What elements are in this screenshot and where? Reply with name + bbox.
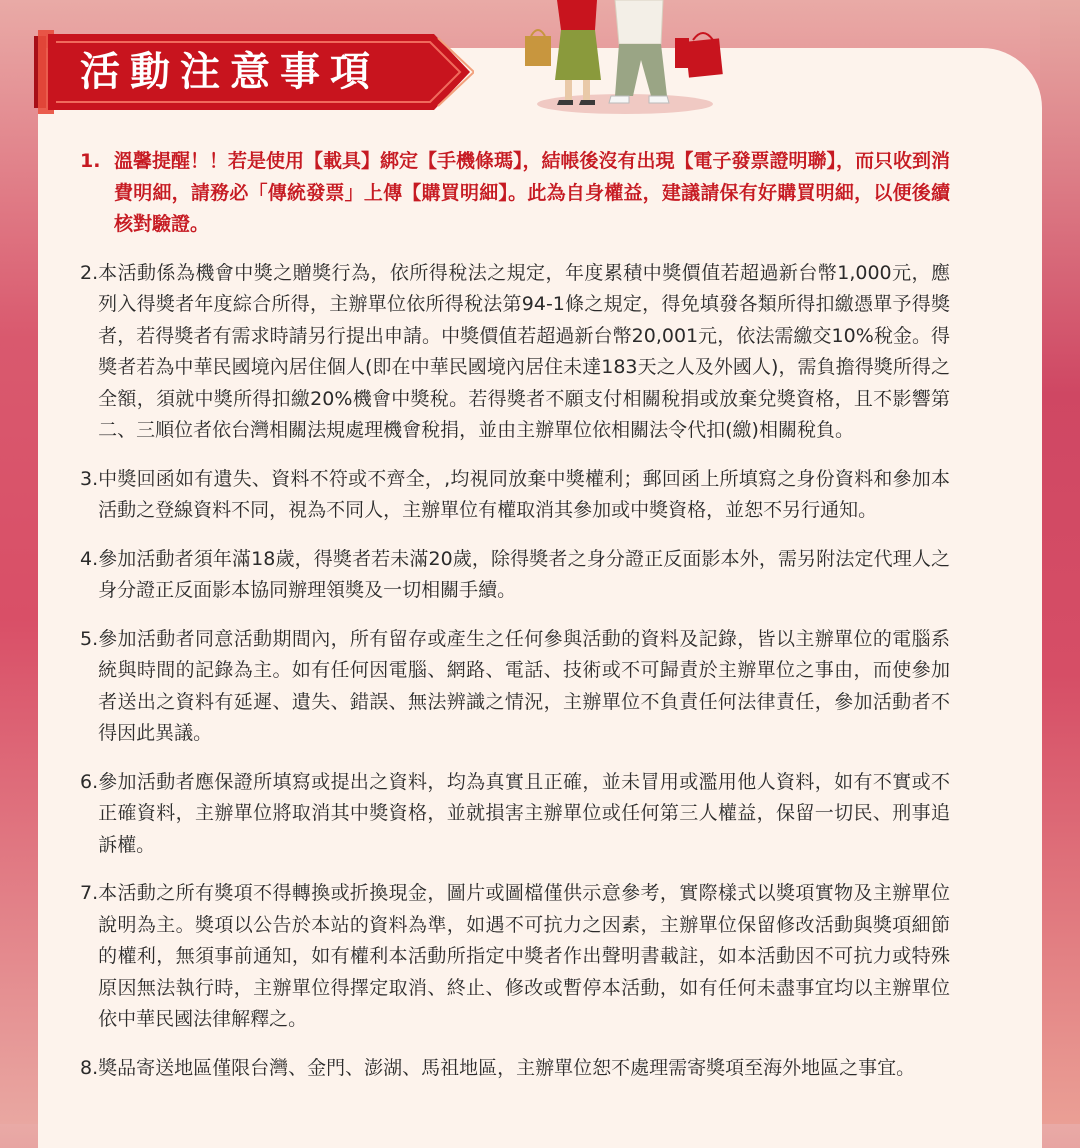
notice-text: 參加活動者同意活動期間內，所有留存或產生之任何參與活動的資料及記錄，皆以主辦單位的電腦系統與時間的記錄為主。如有任何因電腦、網路、電話、技術或不可歸責於主辦單位之事由，而使參加者送出之資料有延遲、遺失、錯誤、無法辨識之情況，主辦單位不負責任何法律責任，參加活動者不得因此異議。 [98, 627, 950, 744]
notice-number: 3. [80, 467, 99, 490]
notice-item-3 [80, 464, 950, 527]
shoppers-illustration [515, 0, 735, 115]
notice-list [80, 146, 950, 1101]
section-title-banner [34, 30, 474, 114]
notice-text: 本活動之所有獎項不得轉換或折換現金，圖片或圖檔僅供示意參考，實際樣式以獎項實物及主辦單位說明為主。獎項以公告於本站的資料為準，如遇不可抗力之因素，主辦單位保留修改活動與獎項細節的權利，無須事前通知，如有權利本活動所指定中獎者作出聲明書載註，如本活動因不可抗力或特殊原因無法執行時，主辦單位得擇定取消、終止、修改或暫停本活動，如有任何未盡事宜均以主辦單位依中華民國法律解釋之。 [98, 882, 950, 1030]
notice-number: 5. [80, 627, 99, 650]
notice-item-5 [80, 624, 950, 750]
notice-text: 中獎回函如有遺失、資料不符或不齊全，,均視同放棄中獎權利；郵回函上所填寫之身份資料和參加本活動之登線資料不同，視為不同人，主辦單位有權取消其參加或中獎資格，並恕不另行通知。 [98, 467, 950, 521]
notice-number: 1. [80, 150, 101, 172]
notice-item-4 [80, 544, 950, 607]
page-title: 活動注意事項 [80, 49, 380, 95]
notice-number: 6. [80, 770, 99, 793]
notice-text: 獎品寄送地區僅限台灣、金門、澎湖、馬祖地區，主辦單位恕不處理需寄獎項至海外地區之事宜。 [98, 1056, 916, 1079]
notice-text: 參加活動者應保證所填寫或提出之資料，均為真實且正確，並未冒用或濫用他人資料，如有不實或不正確資料，主辦單位將取消其中獎資格，並就損害主辦單位或任何第三人權益，保留一切民、刑事追訴權。 [98, 770, 950, 856]
notice-item-1 [80, 146, 950, 241]
notice-item-7 [80, 878, 950, 1036]
background-stripe [1040, 0, 1080, 1124]
notice-item-6 [80, 767, 950, 862]
notice-number: 7. [80, 882, 99, 904]
notice-number: 2. [80, 261, 99, 284]
notice-number: 4. [80, 547, 99, 570]
notice-item-2 [80, 258, 950, 447]
notice-text: 溫馨提醒！！若是使用【載具】綁定【手機條瑪】，結帳後沒有出現【電子發票證明聯】，而只收到消費明細，請務必「傳統發票」上傳【購買明細】。此為自身權益，建議請保有好購買明細，以便後續核對驗證。 [114, 150, 951, 235]
notice-item-8 [80, 1053, 950, 1085]
notice-text: 參加活動者須年滿18歲，得獎者若未滿20歲，除得獎者之身分證正反面影本外，需另附法定代理人之身分證正反面影本協同辦理領獎及一切相關手續。 [98, 547, 950, 601]
notice-text: 本活動係為機會中獎之贈獎行為，依所得稅法之規定，年度累積中獎價值若超過新台幣1,000元，應列入得獎者年度綜合所得，主辦單位依所得稅法第94-1條之規定，得免填發各類所得扣繳憑單予得獎者，若得獎者有需求時請另行提出申請。中獎價值若超過新台幣20,001元，依法需繳交10%稅金。得獎者若為中華民國境內居住個人(即在中華民國境內居住未達183天之人及外國人)，需負擔得獎所得之全額，須就中獎所得扣繳20%機會中獎稅。若得獎者不願支付相關稅捐或放棄兌獎資格，且不影響第二、三順位者依台灣相關法規處理機會稅捐，並由主辦單位依相關法令代扣(繳)相關稅負。 [98, 261, 950, 441]
notice-number: 8. [80, 1056, 99, 1079]
